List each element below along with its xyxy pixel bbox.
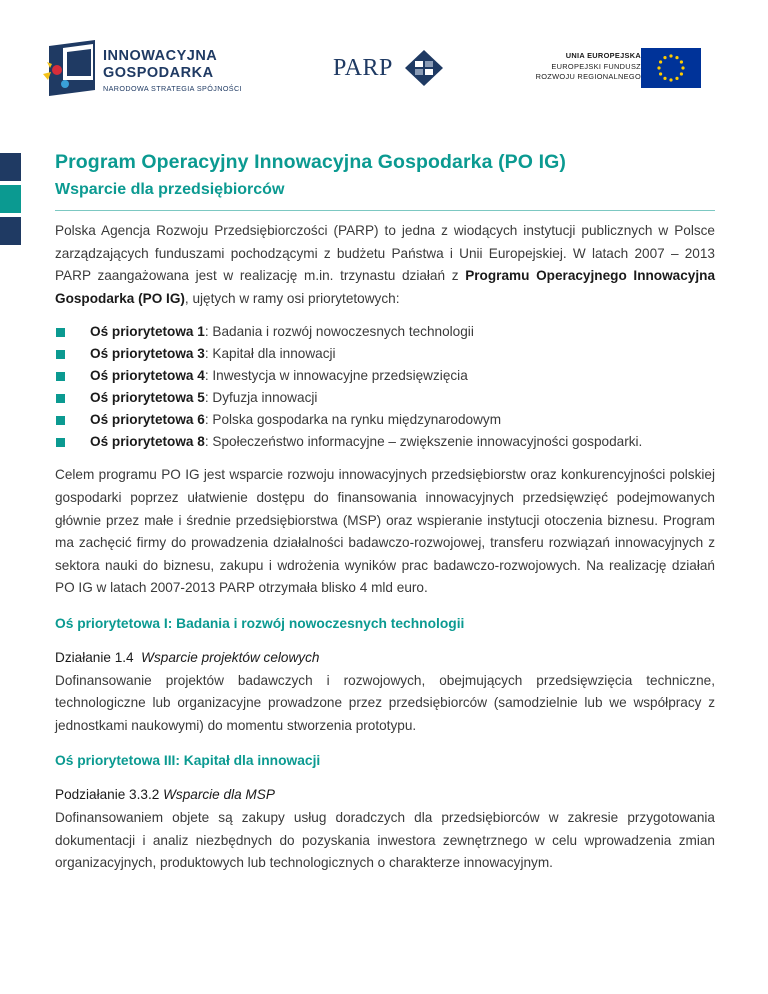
section-heading-axis-3: Oś priorytetowa III: Kapitał dla innowacji (55, 753, 321, 769)
section-body: Dofinansowanie projektów badawczych i rozwojowych, obejmujących przedsięwzięcia techniczne, technologiczne lub organizacyjne prowadzone przez przedsiębiorców (samodzielnie lub we współpracy z jednostkami naukowymi) do momentu stworzenia prototypu. (55, 672, 715, 733)
action-title (55, 784, 715, 807)
intro-text: Polska Agencja Rozwoju Przedsiębiorczości (PARP) to jedna z wiodących instytucji publicznych w Polsce zarządzających funduszami pochodzącymi z budżetu Państwa i Unii Europejskiej. W latach 2007 – 2013 PARP zaangażowana jest w realizację m.in. trzynastu działań z (55, 223, 715, 284)
side-block-navy (0, 153, 21, 181)
side-color-blocks (0, 153, 21, 249)
title-divider (55, 210, 715, 211)
axis-name: Oś priorytetowa 6 (90, 412, 205, 428)
axis-desc: : Badania i rozwój nowoczesnych technologii (204, 324, 474, 340)
ig-logo-line3: NARODOWA STRATEGIA SPÓJNOŚCI (103, 84, 242, 93)
axis-name: Oś priorytetowa 1 (90, 324, 205, 340)
side-block-teal (0, 185, 21, 213)
intro-paragraph (55, 220, 715, 310)
ig-logo-line2: GOSPODARKA (103, 65, 214, 81)
parp-logo-text: PARP (333, 55, 393, 81)
square-bullet-icon (56, 372, 65, 381)
section-body: Dofinansowaniem objete są zakupy usług doradczych dla przedsiębiorców w zakresie przygotowania dokumentacji i analiz niezbędnych do pozyskania inwestora zewnętrznego w celu wprowadzenia zmian organizacyjnych, produktowych lub technologicznych o charakterze innowacyjnym. (55, 809, 715, 871)
intro-tail: , ujętych w ramy osi priorytetowych: (184, 290, 400, 306)
axis-desc: : Społeczeństwo informacyjne – zwiększenie innowacyjności gospodarki. (204, 434, 643, 450)
axis-name: Oś priorytetowa 8 (90, 434, 205, 450)
document-body (55, 148, 715, 875)
action-label: Działanie 1.4 (55, 649, 134, 665)
action-label: Podziałanie 3.3.2 (55, 787, 160, 803)
list-item (55, 343, 715, 365)
action-title (55, 647, 715, 670)
axis-desc: : Kapitał dla innowacji (204, 346, 336, 362)
goal-paragraph: Celem programu PO IG jest wsparcie rozwoju innowacyjnych przedsiębiorstw oraz konkurencyjności polskiej gospodarki poprzez ułatwienie dostępu do finansowania innowacyjnych przedsięwzięć podejmowanych głównie przez małe i średnie przedsiębiorstwa (MSP) oraz wspieranie instytucji otoczenia biznesu. Program ma zachęcić firmy do prowadzenia działalności badawczo-rozwojowej, transferu rozwiązań innowacyjnych z sektora nauki do biznesu, zakupu i wdrożenia wyników prac badawczo-rozwojowych. Na realizację działań PO IG w latach 2007-2013 PARP otrzymała blisko 4 mld euro. (55, 467, 715, 596)
intro-program-name: Programu Operacyjnego Innowacyjna Gospodarka (PO IG) (55, 268, 716, 306)
square-bullet-icon (56, 328, 65, 337)
page-subtitle: Wsparcie dla przedsiębiorców (55, 181, 285, 198)
innowacyjna-gospodarka-logo (43, 40, 258, 98)
list-item (55, 431, 715, 453)
axis-desc: : Polska gospodarka na rynku międzynarodowym (204, 412, 502, 428)
eu-flag-icon (641, 48, 701, 88)
eu-erdf-logo (528, 48, 703, 90)
list-item (55, 321, 715, 343)
section-heading-axis-1: Oś priorytetowa I: Badania i rozwój nowoczesnych technologii (55, 615, 465, 631)
action-name: Wsparcie dla MSP (163, 787, 275, 803)
parp-logo (333, 50, 448, 86)
axis-name: Oś priorytetowa 5 (90, 390, 205, 406)
square-bullet-icon (56, 438, 65, 447)
eu-logo-line1: UNIA EUROPEJSKA (565, 51, 641, 60)
square-bullet-icon (56, 350, 65, 359)
eu-logo-line2: EUROPEJSKI FUNDUSZ (551, 62, 641, 71)
page-header (0, 0, 768, 110)
ig-logo-line1: INNOWACYJNA (103, 48, 218, 64)
axis-name: Oś priorytetowa 4 (90, 368, 205, 384)
parp-diamond-icon (403, 50, 445, 86)
list-item (55, 365, 715, 387)
list-item (55, 387, 715, 409)
axis-name: Oś priorytetowa 3 (90, 346, 205, 362)
page-title: Program Operacyjny Innowacyjna Gospodarka (PO IG) (55, 151, 566, 173)
priority-axes-list (55, 321, 715, 453)
square-bullet-icon (56, 394, 65, 403)
side-block-navy-2 (0, 217, 21, 245)
ig-flag-icon (43, 40, 97, 96)
square-bullet-icon (56, 416, 65, 425)
action-name: Wsparcie projektów celowych (141, 649, 320, 665)
eu-logo-line3: ROZWOJU REGIONALNEGO (535, 72, 641, 81)
axis-desc: : Dyfuzja innowacji (204, 390, 318, 406)
list-item (55, 409, 715, 431)
axis-desc: : Inwestycja w innowacyjne przedsięwzięcia (204, 368, 468, 384)
